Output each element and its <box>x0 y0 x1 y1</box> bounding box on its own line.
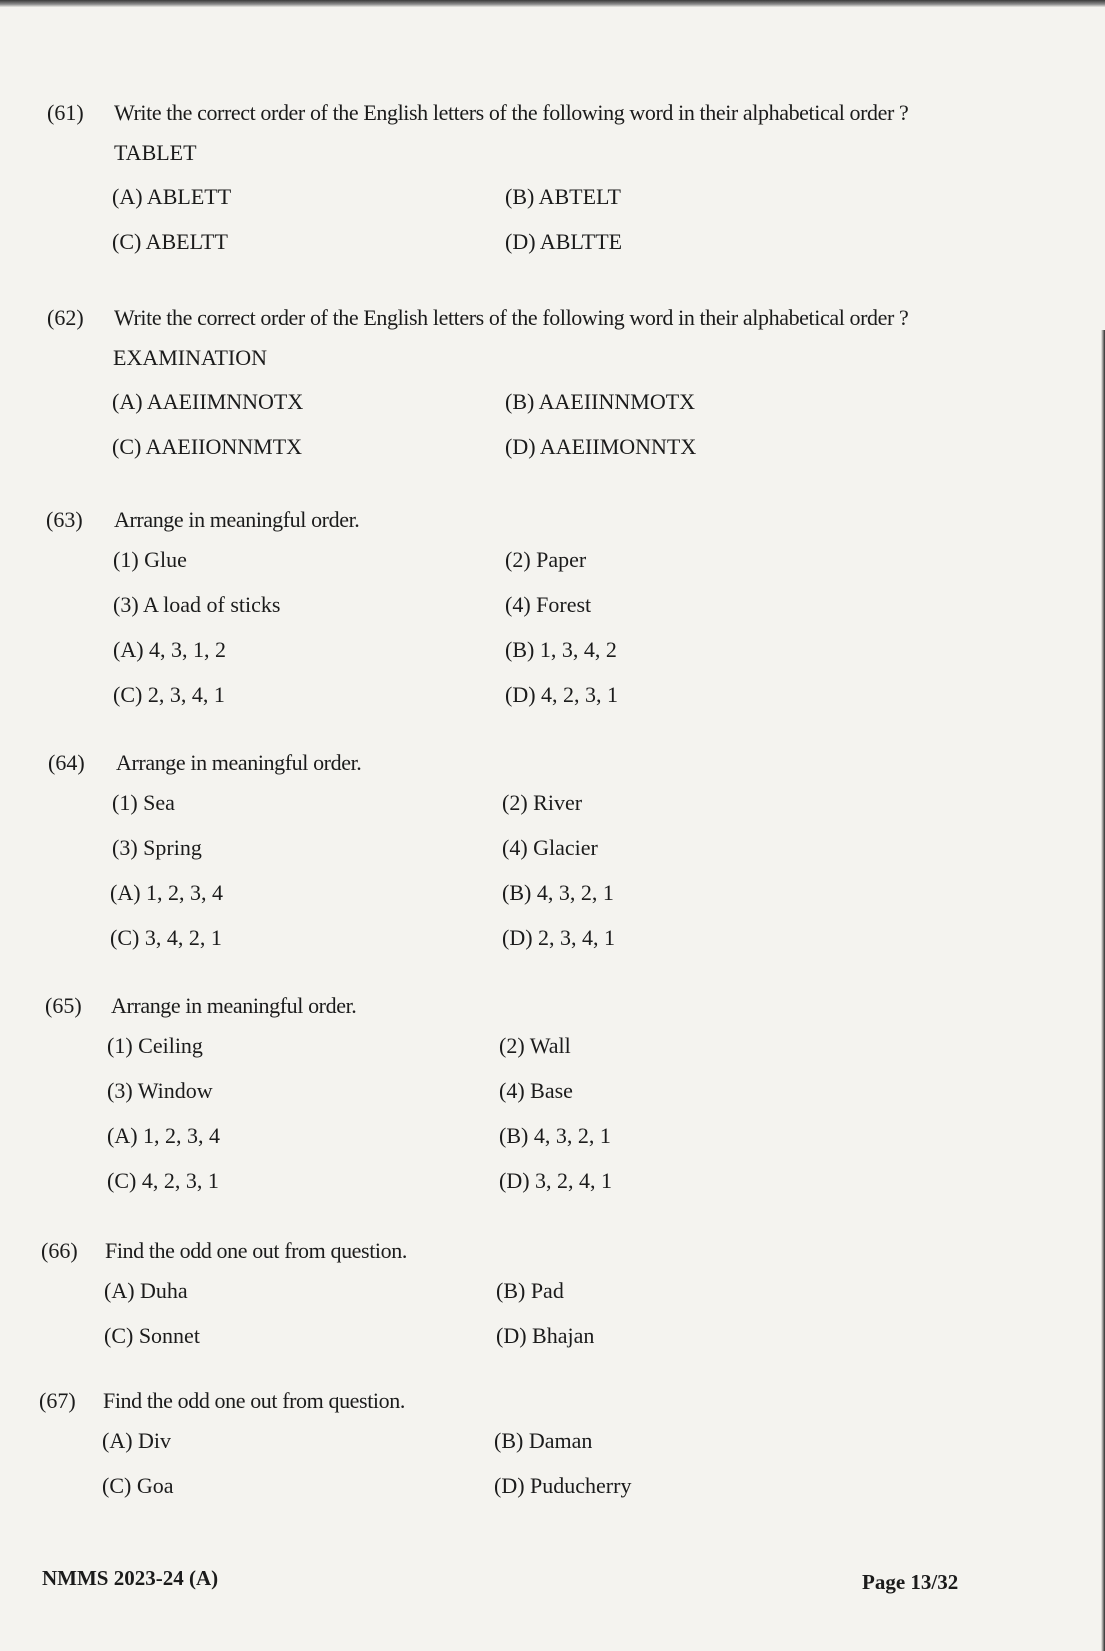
option-row <box>0 925 1105 970</box>
item-3: (3) Spring <box>112 835 202 860</box>
question-62 <box>0 305 1105 479</box>
question-65 <box>0 993 1105 1213</box>
question-63 <box>0 507 1105 727</box>
option-a: (A) ABLETT <box>112 184 232 209</box>
option-b: (B) ABTELT <box>505 184 621 209</box>
option-row <box>0 592 1105 637</box>
question-number: (63) <box>46 507 83 532</box>
question-text: Arrange in meaningful order. <box>114 507 360 532</box>
option-d: (D) AAEIIMONNTX <box>505 434 697 459</box>
item-4: (4) Glacier <box>502 835 598 860</box>
question-number: (67) <box>39 1388 76 1413</box>
item-2: (2) Wall <box>499 1033 571 1058</box>
option-row <box>0 229 1105 274</box>
item-2: (2) River <box>502 790 583 815</box>
question-number: (65) <box>45 993 82 1018</box>
question-number: (61) <box>47 100 84 125</box>
question-text: Write the correct order of the English letters of the following word in their alphabetical order ? <box>114 305 909 330</box>
option-c: (C) Goa <box>102 1473 174 1498</box>
option-row <box>0 880 1105 925</box>
question-text: Write the correct order of the English letters of the following word in their alphabetical order ? <box>114 100 909 125</box>
option-row <box>0 682 1105 727</box>
option-a: (A) 1, 2, 3, 4 <box>110 880 224 905</box>
option-b: (B) 4, 3, 2, 1 <box>502 880 614 905</box>
option-row <box>0 1078 1105 1123</box>
option-d: (D) ABLTTE <box>505 229 623 254</box>
option-b: (B) Daman <box>494 1428 593 1453</box>
item-4: (4) Base <box>499 1078 573 1103</box>
question-word: EXAMINATION <box>113 345 267 370</box>
question-text: Arrange in meaningful order. <box>116 750 362 775</box>
option-row <box>0 389 1105 434</box>
option-row <box>0 1168 1105 1213</box>
option-row <box>0 1428 1105 1473</box>
item-1: (1) Sea <box>112 790 175 815</box>
option-c: (C) Sonnet <box>104 1323 200 1348</box>
option-row <box>0 835 1105 880</box>
option-row <box>0 1323 1105 1368</box>
option-c: (C) 2, 3, 4, 1 <box>113 682 225 707</box>
option-a: (A) 1, 2, 3, 4 <box>107 1123 221 1148</box>
question-number: (66) <box>41 1238 78 1263</box>
option-c: (C) ABELTT <box>112 229 228 254</box>
question-number: (62) <box>47 305 84 330</box>
option-row <box>0 1473 1105 1518</box>
option-c: (C) AAEIIONNMTX <box>112 434 303 459</box>
item-3: (3) Window <box>107 1078 213 1103</box>
option-d: (D) Puducherry <box>494 1473 632 1498</box>
option-row <box>0 1033 1105 1078</box>
option-b: (B) AAEIINNMOTX <box>505 389 696 414</box>
option-b: (B) Pad <box>496 1278 564 1303</box>
option-row <box>0 184 1105 229</box>
option-d: (D) 2, 3, 4, 1 <box>502 925 616 950</box>
option-row <box>0 1123 1105 1168</box>
question-61 <box>0 100 1105 274</box>
option-d: (D) 4, 2, 3, 1 <box>505 682 619 707</box>
question-66 <box>0 1238 1105 1368</box>
option-row <box>0 637 1105 682</box>
option-a: (A) Duha <box>104 1278 188 1303</box>
option-c: (C) 4, 2, 3, 1 <box>107 1168 219 1193</box>
question-64 <box>0 750 1105 970</box>
option-d: (D) 3, 2, 4, 1 <box>499 1168 613 1193</box>
option-c: (C) 3, 4, 2, 1 <box>110 925 222 950</box>
option-row <box>0 790 1105 835</box>
item-2: (2) Paper <box>505 547 587 572</box>
question-number: (64) <box>48 750 85 775</box>
question-text: Find the odd one out from question. <box>103 1388 405 1413</box>
option-row <box>0 547 1105 592</box>
question-word: TABLET <box>114 140 197 165</box>
option-a: (A) Div <box>102 1428 172 1453</box>
question-67 <box>0 1388 1105 1518</box>
question-text: Arrange in meaningful order. <box>111 993 357 1018</box>
page-number: Page 13/32 <box>862 1570 959 1594</box>
option-d: (D) Bhajan <box>496 1323 595 1348</box>
exam-code: NMMS 2023-24 (A) <box>42 1566 219 1590</box>
item-3: (3) A load of sticks <box>113 592 281 617</box>
question-text: Find the odd one out from question. <box>105 1238 407 1263</box>
item-1: (1) Glue <box>113 547 187 572</box>
option-a: (A) 4, 3, 1, 2 <box>113 637 227 662</box>
option-a: (A) AAEIIMNNOTX <box>112 389 304 414</box>
option-row <box>0 1278 1105 1323</box>
item-4: (4) Forest <box>505 592 592 617</box>
option-b: (B) 4, 3, 2, 1 <box>499 1123 611 1148</box>
item-1: (1) Ceiling <box>107 1033 203 1058</box>
option-b: (B) 1, 3, 4, 2 <box>505 637 617 662</box>
option-row <box>0 434 1105 479</box>
